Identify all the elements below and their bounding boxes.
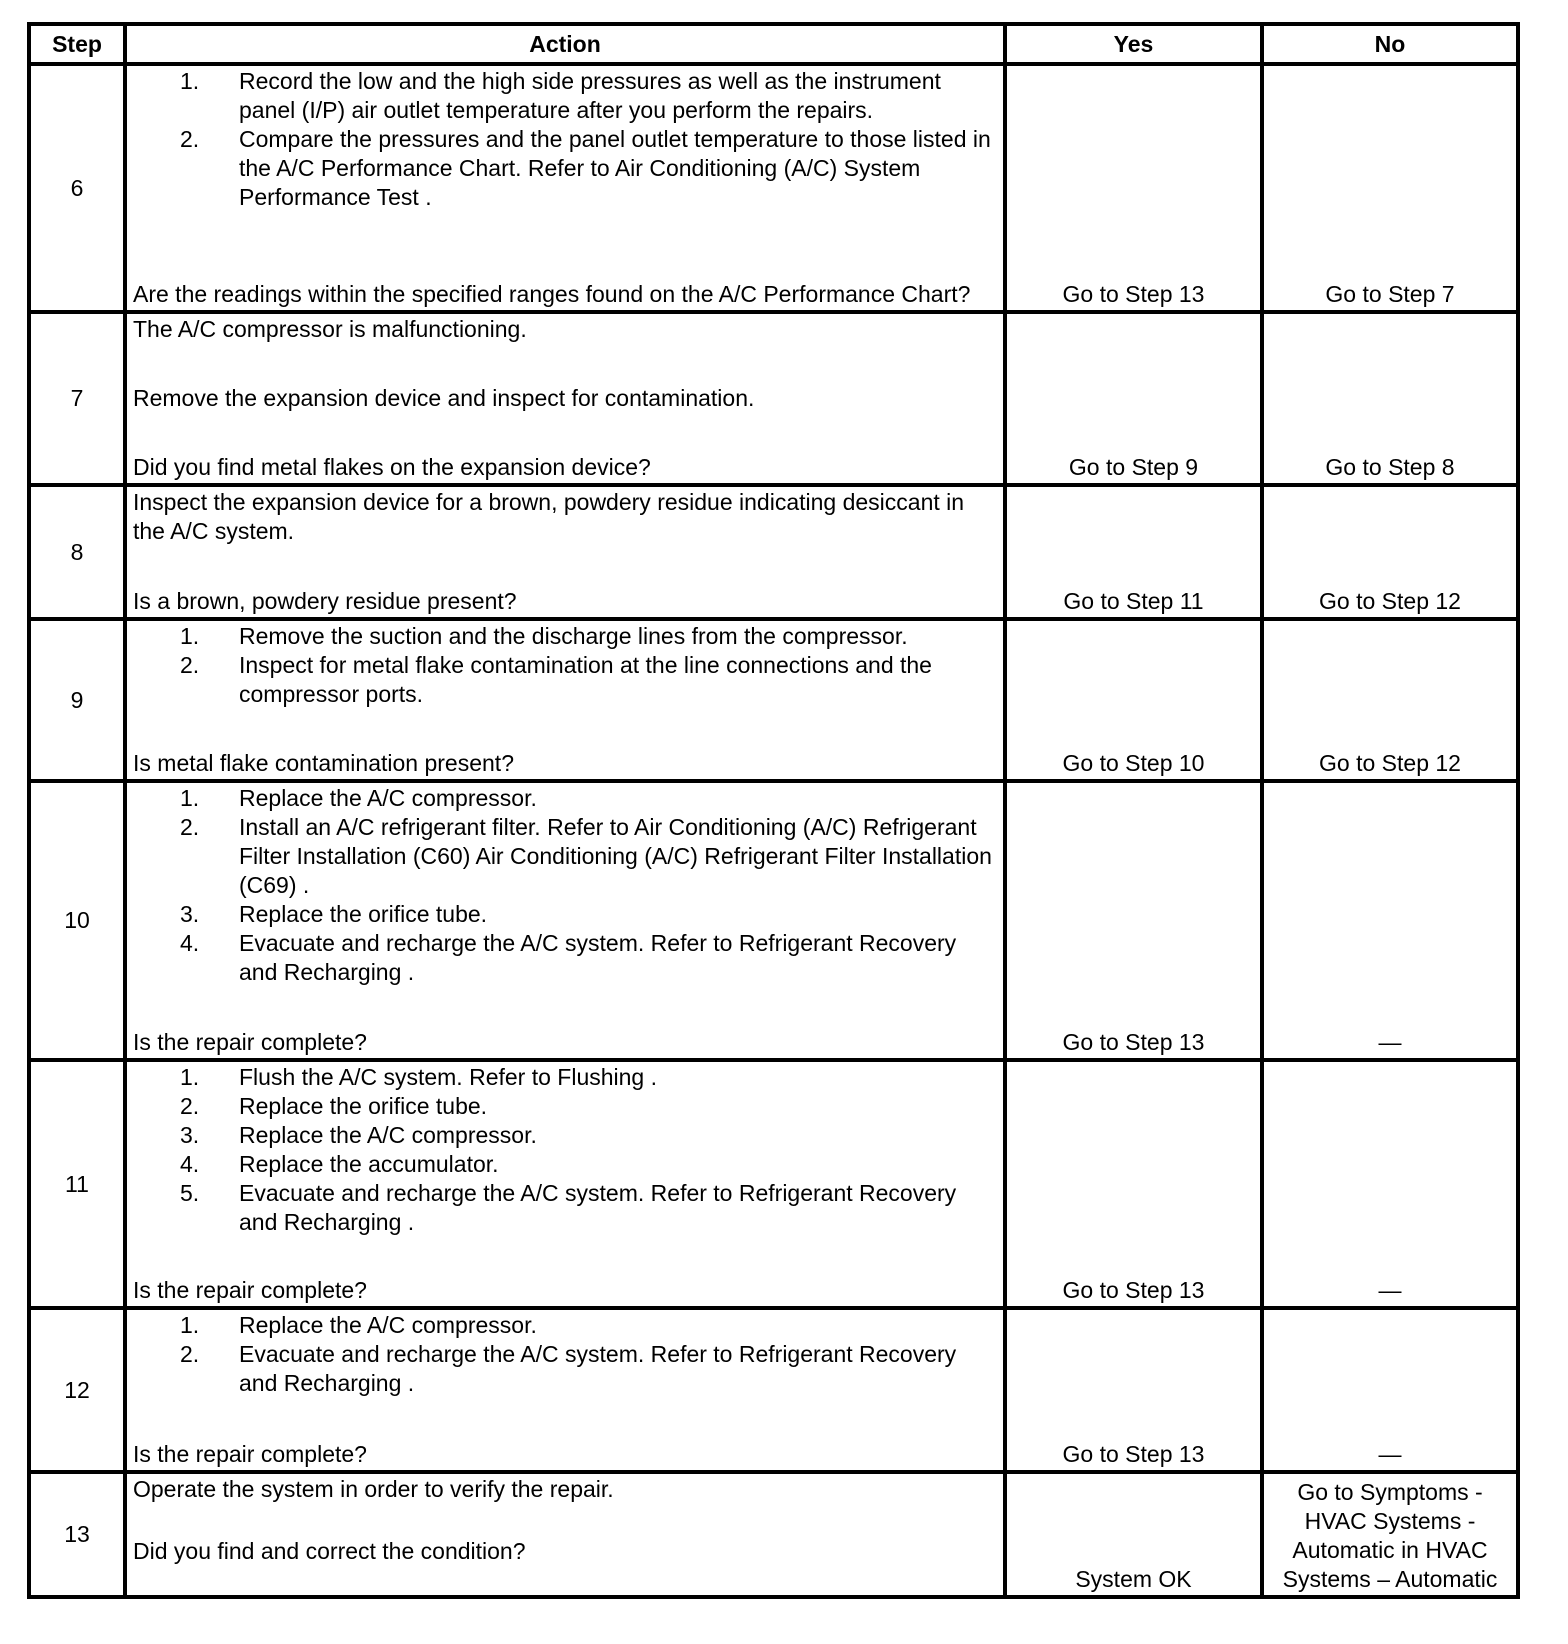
step-cell: 13 (29, 1472, 125, 1597)
list-text: Replace the accumulator. (239, 1151, 499, 1177)
list-number: 1. (180, 623, 200, 649)
list-text: Record the low and the high side pressures as well as the instrument panel (I/P) air outlet temperature after you perform the repairs. (239, 68, 941, 123)
action-cell (125, 312, 1005, 485)
list-number: 5. (180, 1180, 200, 1206)
action-list (133, 67, 997, 212)
action-content (133, 621, 997, 779)
yes-cell: Go to Step 13 (1005, 1308, 1262, 1472)
no-cell: Go to Step 7 (1262, 64, 1518, 312)
action-question: Is a brown, powdery residue present? (133, 588, 517, 614)
table-row (29, 312, 1518, 485)
action-cell (125, 1472, 1005, 1597)
action-text: The A/C compressor is malfunctioning. (133, 316, 527, 342)
list-number: 1. (180, 1312, 200, 1338)
list-text: Install an A/C refrigerant filter. Refer to Air Conditioning (A/C) Refrigerant Filter Installation (C60) Air Conditioning (A/C) Refrigerant Filter Installation (C69) . (239, 814, 992, 898)
action-cell (125, 64, 1005, 312)
yes-cell: System OK (1005, 1472, 1262, 1597)
list-number: 2. (180, 652, 200, 678)
yes-cell: Go to Step 13 (1005, 64, 1262, 312)
list-text: Compare the pressures and the panel outlet temperature to those listed in the A/C Performance Chart. Refer to Air Conditioning (A/C) System Performance Test . (239, 126, 991, 210)
list-text: Evacuate and recharge the A/C system. Refer to Refrigerant Recovery and Recharging . (239, 930, 957, 985)
table-row (29, 485, 1518, 619)
action-list (133, 1311, 997, 1398)
no-cell: — (1262, 1060, 1518, 1308)
list-number: 1. (180, 68, 200, 94)
action-cell (125, 1308, 1005, 1472)
list-text: Replace the A/C compressor. (239, 1122, 537, 1148)
action-text: Remove the expansion device and inspect for contamination. (133, 385, 755, 411)
list-text: Replace the orifice tube. (239, 901, 488, 927)
yes-cell: Go to Step 11 (1005, 485, 1262, 619)
list-number: 2. (180, 1093, 200, 1119)
list-item (133, 1179, 997, 1237)
list-text: Replace the A/C compressor. (239, 1312, 537, 1338)
step-cell: 6 (29, 64, 125, 312)
action-list (133, 784, 997, 987)
list-item (133, 1063, 997, 1092)
list-item (133, 784, 997, 813)
list-number: 4. (180, 930, 200, 956)
list-item (133, 900, 997, 929)
list-item (133, 929, 997, 987)
list-number: 2. (180, 126, 200, 152)
header-row (29, 24, 1518, 64)
no-cell: Go to Step 8 (1262, 312, 1518, 485)
yes-cell: Go to Step 10 (1005, 619, 1262, 781)
header-no: No (1262, 24, 1518, 64)
action-cell (125, 781, 1005, 1060)
list-number: 3. (180, 901, 200, 927)
action-question: Is the repair complete? (133, 1029, 367, 1055)
action-question: Did you find metal flakes on the expansion device? (133, 454, 651, 480)
list-number: 4. (180, 1151, 200, 1177)
table-row (29, 64, 1518, 312)
list-item (133, 1150, 997, 1179)
action-cell (125, 485, 1005, 619)
yes-cell: Go to Step 9 (1005, 312, 1262, 485)
table-row (29, 1308, 1518, 1472)
list-number: 2. (180, 814, 200, 840)
action-text: Inspect the expansion device for a brown, powdery residue indicating desiccant in the A/C system. (133, 489, 965, 544)
list-item (133, 813, 997, 900)
action-content (133, 487, 997, 617)
no-cell: — (1262, 1308, 1518, 1472)
step-cell: 12 (29, 1308, 125, 1472)
list-number: 3. (180, 1122, 200, 1148)
list-text: Evacuate and recharge the A/C system. Refer to Refrigerant Recovery and Recharging . (239, 1180, 957, 1235)
no-cell: — (1262, 781, 1518, 1060)
list-text: Evacuate and recharge the A/C system. Refer to Refrigerant Recovery and Recharging . (239, 1341, 957, 1396)
list-item (133, 651, 997, 709)
step-cell: 10 (29, 781, 125, 1060)
no-cell: Go to Step 12 (1262, 619, 1518, 781)
list-text: Replace the A/C compressor. (239, 785, 537, 811)
action-content (133, 1062, 997, 1306)
list-text: Flush the A/C system. Refer to Flushing . (239, 1064, 657, 1090)
table-row (29, 1060, 1518, 1308)
action-content (133, 1310, 997, 1470)
header-action: Action (125, 24, 1005, 64)
list-item (133, 1340, 997, 1398)
action-cell (125, 619, 1005, 781)
table-body (29, 64, 1518, 1597)
action-question: Are the readings within the specified ranges found on the A/C Performance Chart? (133, 281, 971, 307)
list-item (133, 1311, 997, 1340)
table-row (29, 1472, 1518, 1597)
action-question: Is the repair complete? (133, 1277, 367, 1303)
action-content (133, 783, 997, 1058)
list-text: Remove the suction and the discharge lines from the compressor. (239, 623, 908, 649)
no-cell: Go to Step 12 (1262, 485, 1518, 619)
yes-cell: Go to Step 13 (1005, 781, 1262, 1060)
action-text: Operate the system in order to verify the repair. (133, 1476, 614, 1502)
header-step: Step (29, 24, 125, 64)
list-text: Inspect for metal flake contamination at the line connections and the compressor ports. (239, 652, 932, 707)
table-row (29, 619, 1518, 781)
action-content (133, 66, 997, 310)
list-item (133, 1121, 997, 1150)
action-list (133, 1063, 997, 1237)
list-text: Replace the orifice tube. (239, 1093, 488, 1119)
action-question: Is metal flake contamination present? (133, 750, 514, 776)
list-number: 1. (180, 1064, 200, 1090)
step-cell: 9 (29, 619, 125, 781)
action-content (133, 314, 997, 483)
header-yes: Yes (1005, 24, 1262, 64)
step-cell: 8 (29, 485, 125, 619)
list-number: 2. (180, 1341, 200, 1367)
step-cell: 11 (29, 1060, 125, 1308)
no-cell: Go to Symptoms - HVAC Systems - Automatic in HVAC Systems – Automatic (1262, 1472, 1518, 1597)
diagnostic-table (27, 22, 1520, 1599)
yes-cell: Go to Step 13 (1005, 1060, 1262, 1308)
action-question: Did you find and correct the condition? (133, 1538, 526, 1564)
list-item (133, 125, 997, 212)
list-item (133, 622, 997, 651)
table-row (29, 781, 1518, 1060)
list-number: 1. (180, 785, 200, 811)
action-question: Is the repair complete? (133, 1441, 367, 1467)
step-cell: 7 (29, 312, 125, 485)
list-item (133, 67, 997, 125)
action-cell (125, 1060, 1005, 1308)
action-content (133, 1474, 997, 1595)
action-list (133, 622, 997, 709)
list-item (133, 1092, 997, 1121)
